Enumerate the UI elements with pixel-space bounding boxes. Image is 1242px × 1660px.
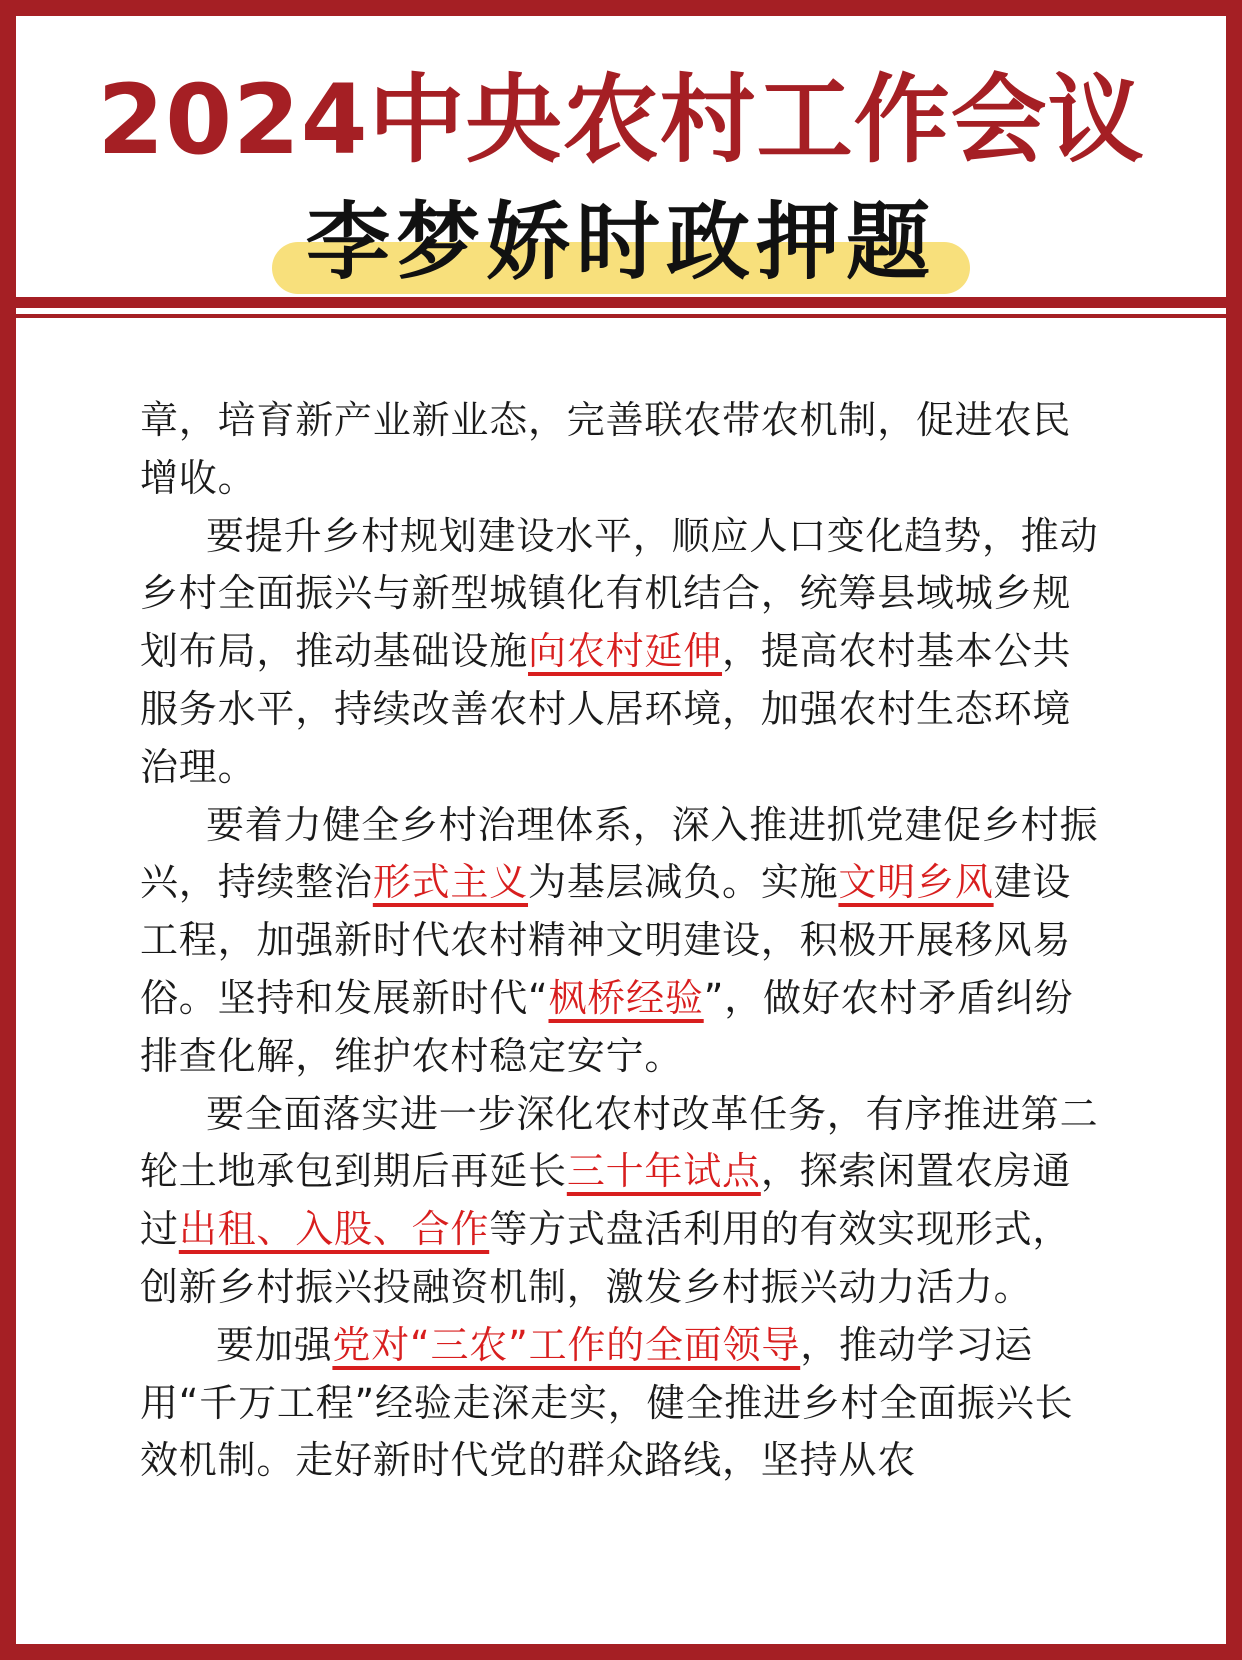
page bbox=[16, 16, 1226, 1644]
highlighted-phrase: 文明乡风 bbox=[838, 860, 994, 905]
highlighted-phrase: 党对“三农”工作的全面领导 bbox=[332, 1322, 801, 1367]
paragraph-5 bbox=[140, 1317, 1106, 1490]
highlighted-phrase: 出租、入股、合作 bbox=[178, 1207, 490, 1252]
paragraph-text: ，探索闲置农房通过 bbox=[140, 1149, 1072, 1252]
article-body bbox=[140, 392, 1106, 1490]
paragraph-text: ，提高农村基本公共服务水平，持续改善农村人居环境，加强农村生态环境治理。 bbox=[140, 629, 1072, 789]
paragraph-text: 要全面落实进一步深化农村改革任务，有序推进第二轮土地承包到期后再延长 bbox=[140, 1091, 1099, 1194]
highlighted-phrase: 形式主义 bbox=[372, 860, 529, 905]
paragraph-text: 章，培育新产业新业态，完善联农带农机制，促进农民增收。 bbox=[140, 398, 1072, 500]
page-title: 2024中央农村工作会议 bbox=[97, 64, 1145, 176]
paragraph-1 bbox=[140, 392, 1106, 508]
paragraph-text: 建设工程，加强新时代农村精神文明建设，积极开展移风易俗。坚持和发展新时代“ bbox=[140, 860, 1072, 1020]
paragraph-text: 要加强 bbox=[216, 1322, 333, 1367]
highlighted-phrase: 枫桥经验 bbox=[548, 975, 704, 1020]
paragraph-text: 为基层减负。实施 bbox=[528, 860, 839, 905]
paragraph-text: ，推动学习运用“千万工程”经验走深走实，健全推进乡村全面振兴长效机制。走好新时代党的群众路线，坚持从农 bbox=[140, 1322, 1074, 1483]
paragraph-text: 要着力健全乡村治理体系，深入推进抓党建促乡村振兴，持续整治 bbox=[140, 802, 1099, 905]
highlighted-phrase: 三十年试点 bbox=[566, 1149, 761, 1194]
paragraph-text: 等方式盘活利用的有效实现形式，创新乡村振兴投融资机制，激发乡村振兴动力活力。 bbox=[140, 1207, 1072, 1309]
header-divider-thick bbox=[16, 297, 1226, 308]
page-subtitle: 李梦娇时政押题 bbox=[305, 193, 936, 291]
paragraph-4 bbox=[140, 1086, 1106, 1317]
paragraph-3 bbox=[140, 797, 1106, 1086]
highlighted-phrase: 向农村延伸 bbox=[528, 629, 723, 674]
paragraph-text: ”，做好农村矛盾纠纷排查化解，维护农村稳定安宁。 bbox=[140, 975, 1074, 1078]
paragraph-text: 要提升乡村规划建设水平，顺应人口变化趋势，推动乡村全面振兴与新型城镇化有机结合，统筹县域城乡规划布局，推动基础设施 bbox=[140, 513, 1099, 674]
header bbox=[16, 16, 1226, 310]
paragraph-2 bbox=[140, 508, 1106, 797]
header-divider-thin bbox=[16, 314, 1226, 318]
